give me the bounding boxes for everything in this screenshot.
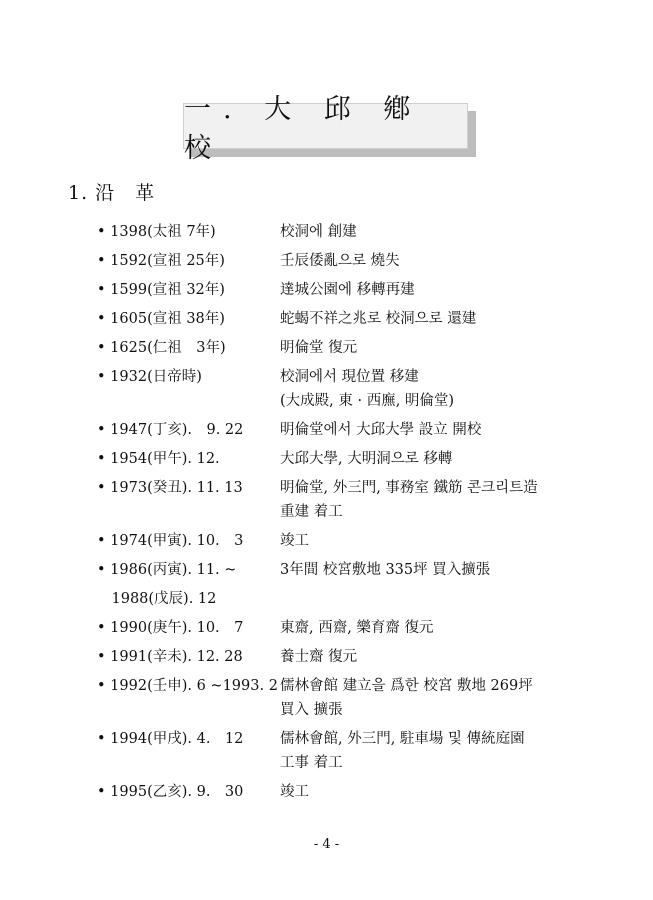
entry-description-line: 養士齋 復元 [280,649,358,665]
entry-date: • 1990(庚午). 10. 7 [97,620,244,636]
page-number: - 4 - [313,837,340,852]
entry-description [280,249,597,273]
entry-date: • 1592(宣祖 25年) [97,253,225,269]
entry-date: • 1992(壬申). 6 ~1993. 2 [97,678,278,694]
entry-description [280,529,597,553]
entry-description [280,616,597,640]
entry-date: • 1599(宣祖 32年) [97,282,225,298]
history-entry [97,365,597,413]
history-entry [97,447,597,471]
entry-date: • 1932(日帝時) [97,369,202,385]
entry-description [280,278,597,302]
entry-description [280,220,597,244]
entry-date: • 1947(丁亥). 9. 22 [97,422,244,438]
entry-description [280,780,597,804]
entry-date: • 1954(甲午). 12. [97,451,220,467]
entry-description-line: 明倫堂 復元 [280,340,358,356]
entry-description [280,674,597,722]
entry-description [280,476,597,524]
entry-description-line: 蛇蝎不祥之兆로 校洞으로 還建 [280,311,477,327]
history-entry [97,418,597,442]
entry-description [280,336,597,360]
entry-date: • 1995(乙亥). 9. 30 [97,784,244,800]
entry-description [280,558,597,582]
entry-description-line: 達城公園에 移轉再建 [280,282,415,298]
entry-description [280,307,597,331]
history-entry [97,278,597,302]
history-entry [97,780,597,804]
section-heading: 1. 沿 革 [68,182,156,204]
history-entry [97,645,597,669]
entry-description-line: 明倫堂, 外三門, 事務室 鐵筋 콘크리트造 [280,480,538,496]
entry-description-line: 校洞에서 現位置 移建 [280,369,419,385]
entry-description-line: (大成殿, 東 · 西廡, 明倫堂) [280,393,455,409]
entry-description-line: 儒林會館 建立을 爲한 校宮 敷地 269坪 [280,678,533,694]
entry-description-line: 校洞에 創建 [280,224,357,240]
history-entry [97,336,597,360]
entry-description [280,365,597,413]
entry-description-line: 3年間 校宮敷地 335坪 買入擴張 [280,562,491,578]
entry-description-line: 竣工 [280,784,309,800]
entry-date: • 1986(丙寅). 11. ~ [97,562,237,578]
entry-description [280,727,597,775]
entry-date: • 1991(辛未). 12. 28 [97,649,243,665]
entry-description-line: 竣工 [280,533,309,549]
entry-description-line: 工事 着工 [280,755,343,771]
history-entry [97,558,597,582]
entry-description [280,447,597,471]
entry-description [280,645,597,669]
entry-date: • 1973(癸丑). 11. 13 [97,480,243,496]
history-entry [97,249,597,273]
history-list [97,220,597,809]
entry-description-line: 大邱大學, 大明洞으로 移轉 [280,451,453,467]
page-title: 一. 大 邱 鄕 校 [183,103,468,149]
title-banner [183,94,468,164]
entry-description-line: 東齋, 西齋, 樂育齋 復元 [280,620,434,636]
entry-description [280,418,597,442]
entry-date: • 1398(太祖 7年) [97,224,216,240]
entry-date: 1988(戊辰). 12 [97,591,217,607]
history-entry [97,529,597,553]
history-entry [97,674,597,722]
entry-description-line: 壬辰倭亂으로 燒失 [280,253,400,269]
entry-description-line: 儒林會館, 外三門, 駐車場 및 傳統庭園 [280,731,525,747]
entry-description-line: 重建 着工 [280,504,343,520]
entry-description-line: 明倫堂에서 大邱大學 設立 開校 [280,422,482,438]
history-entry [97,220,597,244]
entry-description-line: 買入 擴張 [280,702,343,718]
entry-date: • 1625(仁祖 3年) [97,340,226,356]
history-entry [97,616,597,640]
entry-date: • 1974(甲寅). 10. 3 [97,533,244,549]
history-entry [97,476,597,524]
history-entry [97,307,597,331]
history-entry [97,587,597,611]
entry-date: • 1605(宣祖 38年) [97,311,225,327]
history-entry [97,727,597,775]
entry-date: • 1994(甲戌). 4. 12 [97,731,244,747]
